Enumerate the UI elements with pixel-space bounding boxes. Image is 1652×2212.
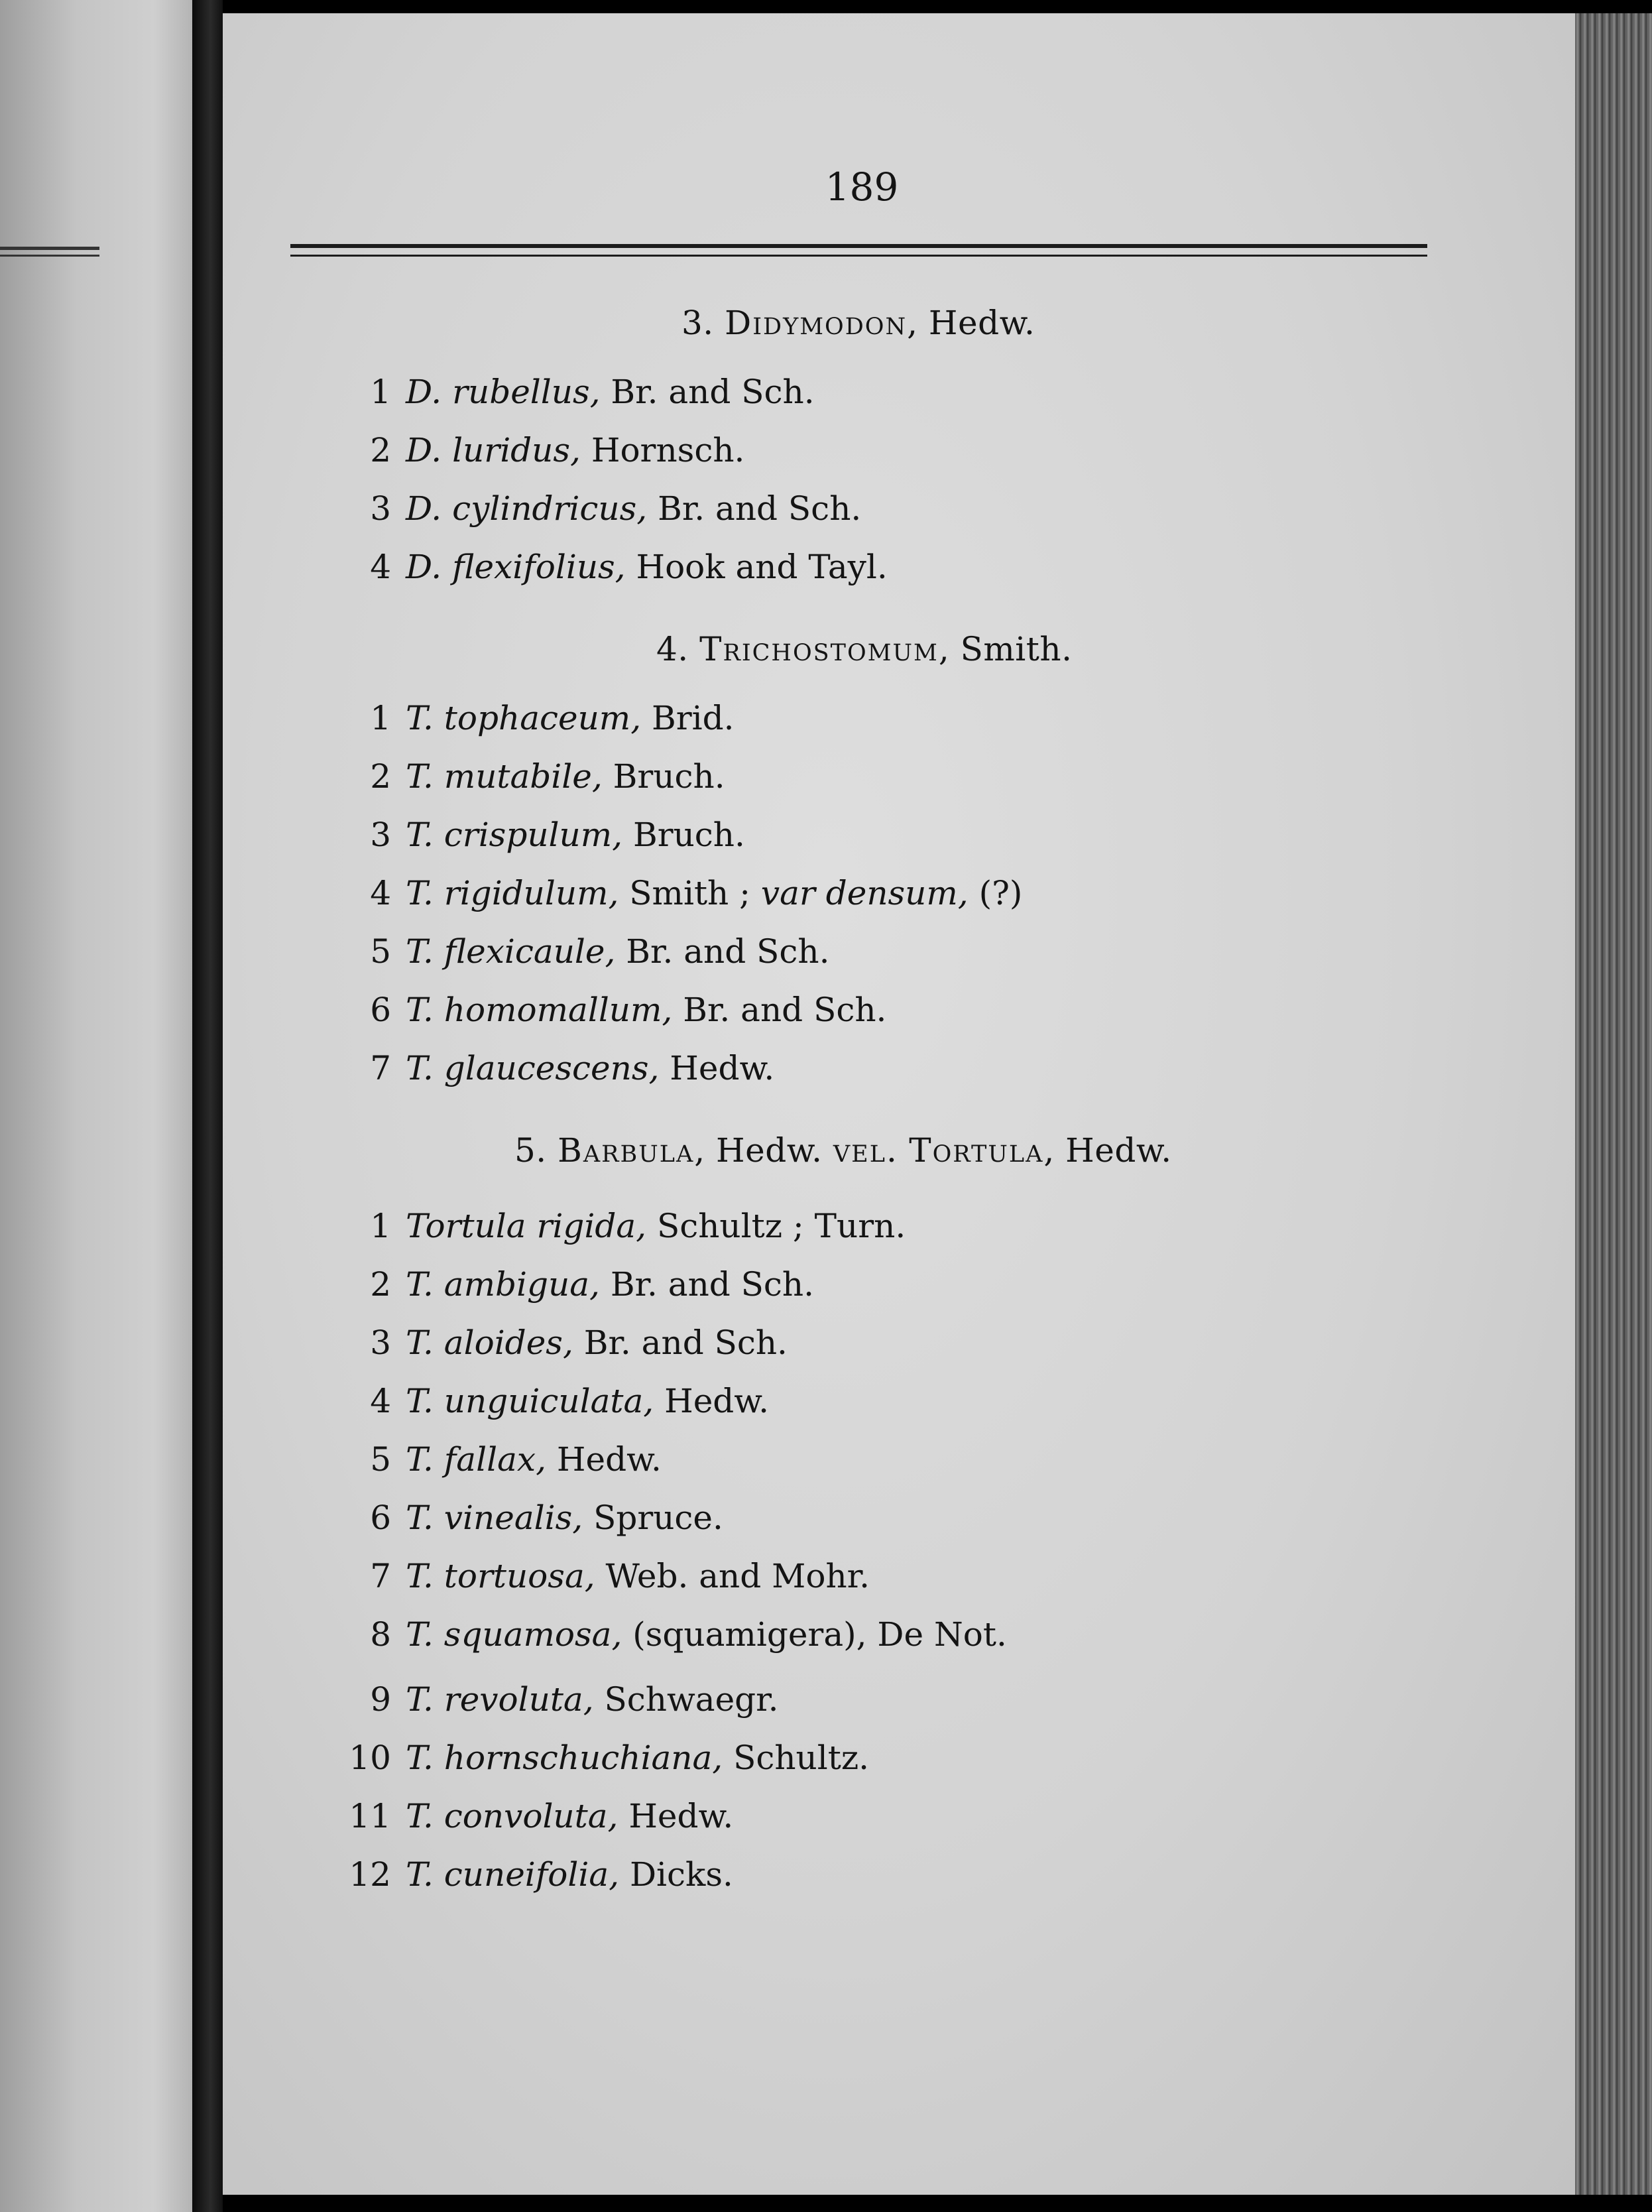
entry-number: 12 [349,1855,391,1894]
entry-number: 8 [370,1615,391,1654]
list-item [331,1049,774,1087]
genus-connector: vel. [833,1131,898,1170]
species-name: T. convoluta, [406,1797,619,1835]
species-authority: Schwaegr. [593,1680,779,1719]
species-name: T. aloides, [406,1323,573,1362]
alt-genus-name: Tortula [909,1131,1044,1170]
entry-number: 6 [370,991,391,1029]
list-item [331,1855,733,1894]
entry-number: 4 [370,874,391,912]
entry-number: 5 [370,1440,391,1479]
species-authority: Web. and Mohr. [595,1557,870,1595]
species-name: T. fallax, [406,1440,546,1479]
species-authority: Br. and Sch. [615,932,830,971]
genus-authority: , Hedw. [694,1131,833,1170]
facing-page-edge [0,0,192,2212]
species-authority: Spruce. [583,1499,723,1537]
alt-genus-authority: , Hedw. [1043,1131,1172,1170]
genus-name: Didymodon [725,304,908,342]
species-authority: Bruch. [622,816,745,854]
entry-number: 1 [370,373,391,411]
list-item [331,1680,778,1719]
section-number: 3. [681,304,714,342]
list-item [331,991,886,1029]
list-item [331,1557,870,1595]
species-authority: Brid. [641,699,735,737]
entry-number: 2 [370,757,391,796]
genus-authority: , Smith. [938,630,1073,668]
page-edge-stack [1575,13,1652,2195]
list-item [331,874,1022,912]
species-name: T. unguiculata, [406,1382,654,1420]
entry-number: 6 [370,1499,391,1537]
species-name: D. cylindricus, [406,489,648,528]
entry-number: 3 [370,816,391,854]
entry-number: 11 [349,1797,391,1835]
genus-name: Barbula [558,1131,695,1170]
list-item [331,373,815,411]
species-name: T. hornschuchiana, [406,1739,723,1777]
page-number: 189 [825,164,899,210]
species-authority: Hedw. [546,1440,662,1479]
species-name: T. ambigua, [406,1265,600,1304]
species-name: T. cuneifolia, [406,1855,620,1894]
list-item [331,1382,769,1420]
genus-name: Trichostomum [699,630,939,668]
book-gutter [192,0,223,2212]
entry-number: 10 [349,1739,391,1777]
section-heading-barbula [514,1131,1172,1170]
entry-note: (?) [968,874,1023,912]
species-name: T. flexicaule, [406,932,616,971]
list-item [331,1265,814,1304]
species-authority: Schultz. [723,1739,870,1777]
species-name: T. tophaceum, [406,699,642,737]
species-name: D. luridus, [406,431,581,469]
entry-number: 9 [370,1680,391,1719]
list-item [331,816,745,854]
list-item [331,757,725,796]
species-authority: Dicks. [619,1855,733,1894]
entry-number: 4 [370,1382,391,1420]
variety-name: var densum, [760,874,969,912]
list-item [331,1615,1007,1654]
list-item [331,1797,733,1835]
entry-number: 2 [370,1265,391,1304]
genus-authority: , Hedw. [907,304,1035,342]
species-authority: Br. and Sch. [672,991,887,1029]
entry-number: 3 [370,1323,391,1362]
entry-number: 2 [370,431,391,469]
species-authority: Bruch. [602,757,725,796]
entry-number: 1 [370,1207,391,1245]
list-item [331,1499,723,1537]
header-rule [290,255,1427,257]
section-heading-didymodon [681,304,1035,342]
list-item [331,699,735,737]
list-item [331,489,861,528]
species-name: T. squamosa, [406,1615,622,1654]
species-name: T. revoluta, [406,1680,594,1719]
species-authority: Br. and Sch. [573,1323,788,1362]
species-authority: Br. and Sch. [647,489,862,528]
species-authority: Hornsch. [580,431,745,469]
section-heading-trichostomum [656,630,1072,668]
section-number: 4. [656,630,689,668]
list-item [331,548,888,586]
entry-number: 3 [370,489,391,528]
species-name: T. glaucescens, [406,1049,660,1087]
list-item [331,1739,869,1777]
species-name: T. crispulum, [406,816,623,854]
species-name: D. flexifolius, [406,548,626,586]
species-authority: Hedw. [659,1049,775,1087]
header-rule [290,244,1427,248]
list-item [331,431,744,469]
species-authority: (squamigera), De Not. [622,1615,1007,1654]
list-item [331,932,830,971]
species-authority: Schultz ; Turn. [646,1207,906,1245]
list-item [331,1440,662,1479]
species-authority: Hook and Tayl. [625,548,888,586]
entry-number: 4 [370,548,391,586]
species-name: T. vinealis, [406,1499,583,1537]
species-name: T. tortuosa, [406,1557,595,1595]
section-number: 5. [514,1131,547,1170]
species-authority: Br. and Sch. [599,1265,815,1304]
species-authority: Hedw. [618,1797,734,1835]
species-authority: Hedw. [654,1382,770,1420]
entry-number: 1 [370,699,391,737]
list-item [331,1323,788,1362]
species-name: T. homomallum, [406,991,673,1029]
facing-page-rule [0,247,99,250]
list-item [331,1207,906,1245]
facing-page-rule [0,255,99,257]
species-authority: Smith ; [619,874,761,912]
entry-number: 7 [370,1557,391,1595]
species-name: Tortula rigida, [406,1207,647,1245]
species-name: T. mutabile, [406,757,603,796]
entry-number: 7 [370,1049,391,1087]
species-name: D. rubellus, [406,373,601,411]
species-name: T. rigidulum, [406,874,619,912]
species-authority: Br. and Sch. [600,373,815,411]
entry-number: 5 [370,932,391,971]
